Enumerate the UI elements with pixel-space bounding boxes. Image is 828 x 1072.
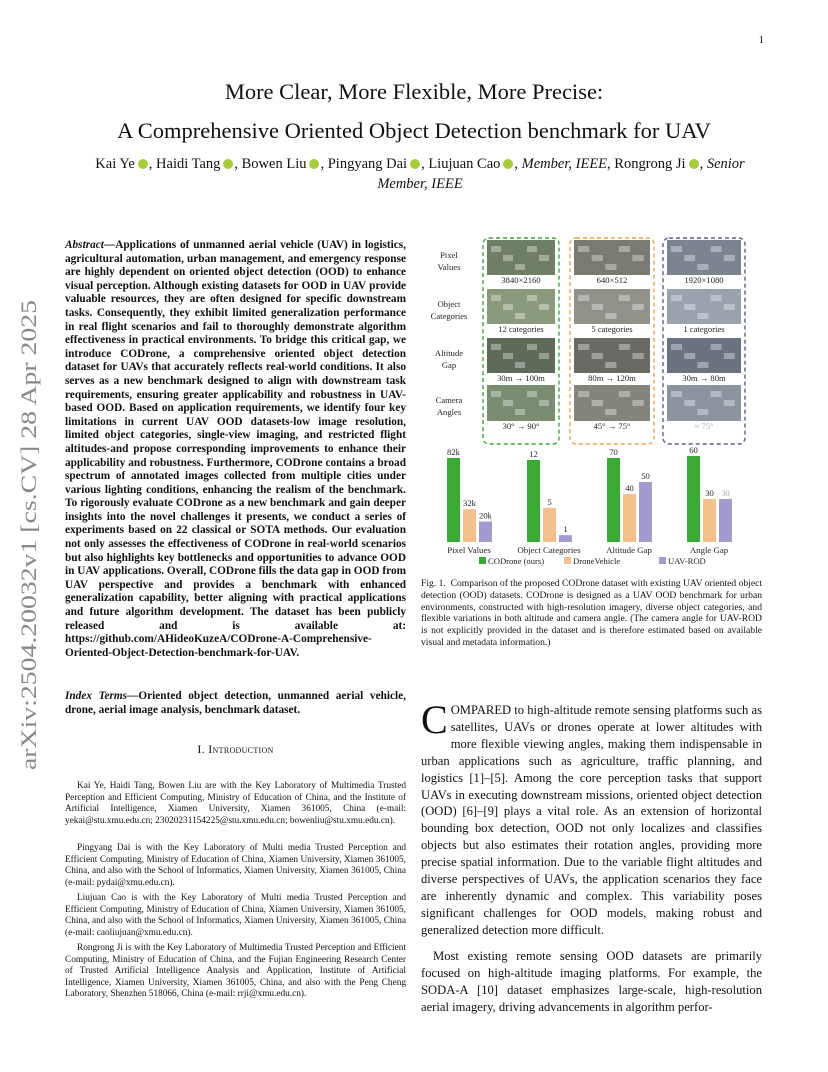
row-label-0-0: Pixel <box>440 250 458 260</box>
image-detail <box>711 295 722 301</box>
image-detail <box>697 264 708 270</box>
section-heading: I. Introduction <box>197 742 274 756</box>
dataset-attr-label: 640×512 <box>596 275 628 285</box>
bar-2-2 <box>639 482 652 542</box>
image-detail <box>605 362 616 368</box>
dropcap: C <box>421 697 448 742</box>
image-detail <box>592 255 603 261</box>
page-number: 1 <box>758 34 764 46</box>
bar-1-2 <box>623 494 636 542</box>
image-detail <box>724 400 735 406</box>
figure-caption <box>421 578 762 649</box>
footnote-2: Pingyang Dai is with the Key Laboratory of Multi media Trusted Perception and Efficient Computing, Ministry of Education of China, Xiamen University, Xiamen 361005, China, and also with the School of Informatics, Xiamen University, Xiamen 361005, China (e-mail: pydai@xmu.edu.cn). <box>65 843 406 888</box>
row-label-3-0: Camera <box>435 395 463 405</box>
image-detail <box>632 353 643 359</box>
bar-label: 40 <box>625 483 634 493</box>
image-detail <box>671 246 682 252</box>
row-label-1-1: Categories <box>430 311 468 321</box>
image-detail <box>711 344 722 350</box>
image-detail <box>619 344 630 350</box>
image-detail <box>684 304 695 310</box>
row-label-2-1: Gap <box>441 360 457 370</box>
orcid-icon[interactable] <box>410 159 420 169</box>
image-detail <box>491 295 501 301</box>
dataset-attr-label: ≈ 75° <box>694 421 714 431</box>
image-detail <box>671 344 682 350</box>
image-detail <box>671 295 682 301</box>
image-detail <box>527 391 537 397</box>
bar-1-0 <box>463 509 476 542</box>
dataset-attr-label: 30m → 80m <box>682 373 726 383</box>
legend-swatch <box>479 557 486 564</box>
dataset-attr-label: 5 categories <box>591 324 633 334</box>
dataset-attr-label: 30° → 90° <box>502 421 540 431</box>
image-detail <box>632 255 643 261</box>
bar-2-3 <box>719 499 732 542</box>
footnote-4: Rongrong Ji is with the Key Laboratory of Multimedia Trusted Perception and Efficient Computing, Ministry of Education of China, and the Fujian Engineering Research Center of Trusted Artificial Intelligence Analysis and Application, Institute of Artificial Intelligence, Xiamen University, Xiamen 361005, China, and also with the Peng Cheng Laboratory, Shenzhen 518066, China (e-mail: rrji@xmu.edu.cn). <box>65 943 406 1000</box>
arxiv-stamp <box>14 300 44 800</box>
dataset-attr-label: 1920×1080 <box>684 275 724 285</box>
image-detail <box>724 353 735 359</box>
image-detail <box>605 264 616 270</box>
footnote-3: Liujuan Cao is with the Key Laboratory of Multi media Trusted Perception and Efficient Computing, Ministry of Education of China, Xiamen University, Xiamen 361005, China, and also with the School of Informatics, Xiamen University, Xiamen 361005, China (e-mail: caoliujuan@xmu.edu.cn). <box>65 893 406 938</box>
abstract-text: —Applications of unmanned aerial vehicle (UAV) in logistics, agricultural automation, urban management, and emergency response are highly dependent on oriented object detection (OOD) to enhance visual perception. Although existing datasets for OOD in UAV provide valuable resources, they are often designed for specific downstream tasks. Consequently, they exhibit limited generalization performance in real flight scenarios and fail to thoroughly demonstrate algorithm effectiveness in practical environments. To bridge this critical gap, we introduce CODrone, a comprehensive oriented object detection dataset for UAVs that accurately reflects real-world conditions. It also serves as a new benchmark designed to align with downstream task requirements, ensuring greater applicability and robustness in UAV-based OOD. Based on application requirements, we identify four key limitations in current UAV OOD datasets-low image resolution, limited object categories, single-view imaging, and restricted flight altitudes-and propose corresponding improvements to enhance their applicability and robustness. Furthermore, CODrone contains a broad spectrum of annotated images collected from multiple cities under various lighting conditions, enhancing the realism of the benchmark. To rigorously evaluate CODrone as a new benchmark and gain deeper insights into the novel challenges it presents, we conduct a series of experiments based on 22 classical or SOTA methods. Our evaluation not only assesses the effectiveness of CODrone in real-world scenarios but also highlights key bottlenecks and opportunities to advance OOD in UAV applications. Overall, CODrone fills the data gap in OOD from UAV perspective and provides a benchmark with enhanced generalization capability, better aligning with practical applications and future algorithm development. The dataset has been publicly released and is available at: https://github.com/AHideoKuzeA/CODrone-A-Comprehensive-Oriented-Object-Detection-benchmark-for-UAV. <box>65 239 406 659</box>
author-name: Rongrong Ji <box>614 156 686 172</box>
index-terms <box>65 690 406 717</box>
image-detail <box>632 400 643 406</box>
image-detail <box>527 246 537 252</box>
abstract-label: Abstract <box>65 239 104 251</box>
row-label-3-1: Angles <box>436 407 462 417</box>
orcid-icon[interactable] <box>503 159 513 169</box>
bar-label: 1 <box>563 524 568 535</box>
dataset-attr-label: 3840×2160 <box>501 275 541 285</box>
image-detail <box>684 400 695 406</box>
image-detail <box>515 264 525 270</box>
legend-label: DroneVehicle <box>573 556 621 566</box>
author-separator: , <box>320 156 328 172</box>
bar-label: 12 <box>529 449 538 459</box>
author-name: Kai Ye <box>95 156 135 172</box>
arxiv-id: arXiv:2504.20032v1 [cs.CV] 28 Apr 2025 <box>16 397 41 770</box>
bar-label: 30 <box>705 488 714 498</box>
intro-caps: OMPARED <box>450 703 512 717</box>
image-detail <box>578 246 589 252</box>
image-detail <box>619 391 630 397</box>
image-detail <box>605 409 616 415</box>
intro-paragraph-1 <box>421 697 762 939</box>
author-separator: , <box>699 156 707 172</box>
caption-label: Fig. 1. <box>421 578 446 589</box>
image-detail <box>491 391 501 397</box>
image-detail <box>592 400 603 406</box>
image-detail <box>578 295 589 301</box>
orcid-icon[interactable] <box>223 159 233 169</box>
bar-0-1 <box>527 460 540 542</box>
image-detail <box>503 304 513 310</box>
author-name: Liujuan Cao <box>428 156 501 172</box>
bar-0-0 <box>447 458 460 542</box>
bar-label: 30 <box>721 488 730 498</box>
image-detail <box>671 391 682 397</box>
image-detail <box>592 353 603 359</box>
bar-1-3 <box>703 499 716 542</box>
bar-1-1 <box>543 508 556 542</box>
bar-label: 82k <box>447 447 460 457</box>
row-label-1-0: Object <box>437 299 461 309</box>
image-detail <box>527 344 537 350</box>
bar-2-1 <box>559 535 572 542</box>
paper-title-line-2: A Comprehensive Oriented Object Detection benchmark for UAV <box>117 118 711 143</box>
bar-label: 50 <box>641 471 650 481</box>
author-separator: , <box>514 156 522 172</box>
image-detail <box>684 353 695 359</box>
image-detail <box>711 246 722 252</box>
bar-label: 32k <box>463 498 476 509</box>
index-terms-label: Index Terms <box>65 690 128 702</box>
image-detail <box>619 246 630 252</box>
legend-label: CODrone (ours) <box>488 556 545 566</box>
image-detail <box>697 362 708 368</box>
author-separator: , <box>148 156 157 172</box>
figure-1 <box>421 232 762 567</box>
intro-paragraph-2: Most existing remote sensing OOD datasets are primarily focused on high-altitude imaging platforms. For example, the SODA-A [10] dataset emphasizes large-scale, high-resolution aerial imagery, driving advancements in algorithm perfor- <box>421 949 762 1014</box>
author-name: Haidi Tang <box>156 156 221 172</box>
author-name: Bowen Liu <box>241 156 307 172</box>
bar-0-3 <box>687 456 700 542</box>
image-detail <box>539 400 549 406</box>
image-detail <box>491 246 501 252</box>
image-detail <box>605 313 616 319</box>
image-detail <box>578 344 589 350</box>
author-separator: , <box>421 156 429 172</box>
image-detail <box>711 391 722 397</box>
author-separator: , <box>607 156 615 172</box>
image-detail <box>697 313 708 319</box>
intro-p1-text: to high-altitude remote sensing platforms such as satellites, UAVs or drones operate at lower altitudes with more flexible viewing angles, making them indispensable in urban applications such as agriculture, traffic planning, and logistics [1]–[5]. Among the core perception tasks that support UAVs in executing downstream missions, oriented object detection (OOD) [6]–[9] plays a vital role. As an extension of horizontal bounding box detection, OOD not only localizes and classifies objects but also estimates their rotation angles, providing more precise spatial information. Due to the variable flight altitudes and diverse perspectives of UAVs, the application scenarios they face are inherently dynamic and complex. This variability poses significant challenges for OOD models, making robust and generalized detection more difficult. <box>421 703 762 937</box>
orcid-icon[interactable] <box>309 159 319 169</box>
dataset-attr-label: 45° → 75° <box>593 421 631 431</box>
bar-0-2 <box>607 458 620 542</box>
image-detail <box>503 255 513 261</box>
author-role: Member, IEEE <box>521 156 608 172</box>
bar-2-0 <box>479 522 492 542</box>
image-detail <box>539 353 549 359</box>
abstract <box>65 239 406 660</box>
image-detail <box>527 295 537 301</box>
author-role: Senior Member, IEEE <box>377 156 745 192</box>
category-label: Angle Gap <box>689 545 729 555</box>
bar-label: 70 <box>609 447 618 457</box>
category-label: Altitude Gap <box>606 545 652 555</box>
author-list <box>70 154 770 194</box>
orcid-icon[interactable] <box>138 159 148 169</box>
bar-label: 60 <box>689 445 698 455</box>
dataset-attr-label: 1 categories <box>683 324 725 334</box>
image-detail <box>515 409 525 415</box>
caption-text: Comparison of the proposed CODrone dataset with existing UAV oriented object detection (OOD) datasets. CODrone is designed as a UAV OOD benchmark for urban environments, constructed with high-resolution imagery, diverse object categories, and flexible variations in both altitude and camera angle. (The camera angle for UAV-ROD is not explicitly provided in the dataset and is therefore estimated based on available visual and metadata information.) <box>421 578 763 648</box>
image-detail <box>503 353 513 359</box>
index-terms-text: —Oriented object detection, unmanned aerial vehicle, drone, aerial image analysis, benchmark dataset. <box>65 690 406 716</box>
bar-label: 20k <box>479 510 492 521</box>
row-label-2-0: Altitude <box>434 348 464 358</box>
image-detail <box>515 362 525 368</box>
image-detail <box>491 344 501 350</box>
category-label: Pixel Values <box>447 545 491 555</box>
image-detail <box>697 409 708 415</box>
legend-swatch <box>659 557 666 564</box>
image-detail <box>503 400 513 406</box>
image-detail <box>592 304 603 310</box>
footnote-1: Kai Ye, Haidi Tang, Bowen Liu are with the Key Laboratory of Multimedia Trusted Perception and Efficient Computing, Ministry of Education of China, and the Institute of Artificial Intelligence, Xiamen University, Xiamen 361005, China (e-mail: yekai@stu.xmu.edu.cn; 23020231154225@stu.xmu.edu.cn; bowenliu@stu.xmu.edu.cn). <box>65 781 406 826</box>
orcid-icon[interactable] <box>689 159 699 169</box>
image-detail <box>515 313 525 319</box>
legend-label: UAV-ROD <box>668 556 706 566</box>
paper-title-line-1: More Clear, More Flexible, More Precise: <box>224 79 604 104</box>
image-detail <box>539 304 549 310</box>
dataset-attr-label: 80m → 120m <box>588 373 636 383</box>
image-detail <box>724 255 735 261</box>
category-label: Object Categories <box>517 545 581 555</box>
image-detail <box>619 295 630 301</box>
dataset-attr-label: 30m → 100m <box>497 373 545 383</box>
row-label-0-1: Values <box>437 262 461 272</box>
bar-label: 5 <box>547 496 552 507</box>
image-detail <box>684 255 695 261</box>
dataset-attr-label: 12 categories <box>498 324 544 334</box>
image-detail <box>632 304 643 310</box>
image-detail <box>539 255 549 261</box>
image-detail <box>724 304 735 310</box>
author-name: Pingyang Dai <box>327 156 408 172</box>
legend-swatch <box>564 557 571 564</box>
author-separator: , <box>234 156 242 172</box>
image-detail <box>578 391 589 397</box>
